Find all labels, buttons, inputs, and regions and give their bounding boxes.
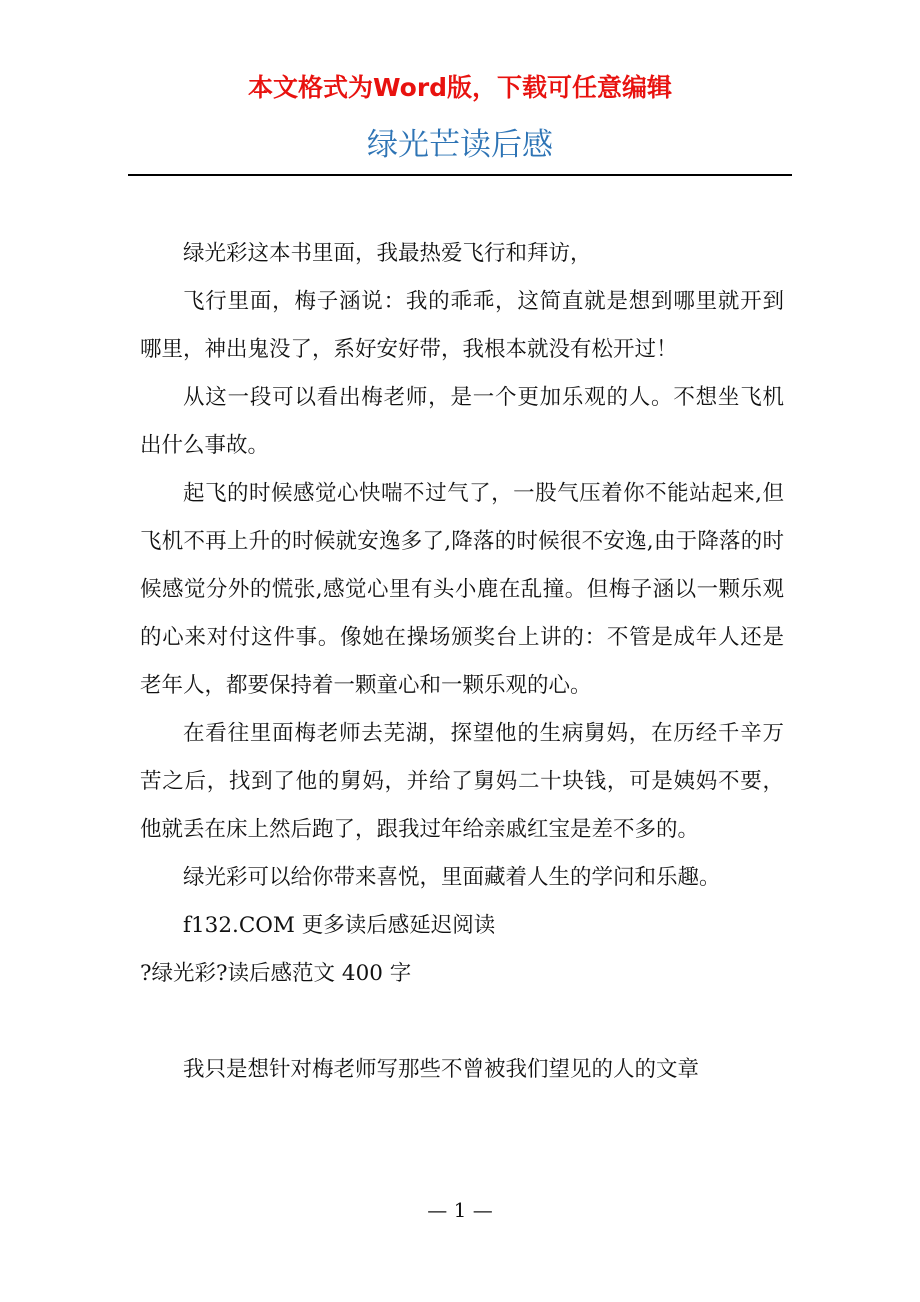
paragraph: 绿光彩可以给你带来喜悦，里面藏着人生的学问和乐趣。: [183, 865, 721, 890]
paragraph: 我只是想针对梅老师写那些不曾被我们望见的人的文章: [183, 1057, 700, 1082]
paragraph: 在看往里面梅老师去芜湖，探望他的生病舅妈，在历经千辛万苦之后，找到了他的舅妈，并给了舅妈二十块钱，可是姨妈不要，他就丢在床上然后跑了，跟我过年给亲戚红宝是差不多的。: [140, 721, 784, 842]
paragraph: 绿光彩这本书里面，我最热爱飞行和拜访，: [183, 241, 592, 266]
download-notice-banner: 本文格式为Word版，下载可任意编辑: [247, 73, 673, 102]
document-title: 绿光芒读后感: [367, 127, 553, 163]
document-body: [140, 230, 784, 1094]
title-divider: [128, 174, 792, 176]
more-reading-link: f132.COM 更多读后感延迟阅读: [183, 913, 496, 938]
paragraph: 起飞的时候感觉心快喘不过气了，一股气压着你不能站起来,但飞机不再上升的时候就安逸多了,降落的时候很不安逸,由于降落的时候感觉分外的慌张,感觉心里有头小鹿在乱撞。但梅子涵以一颗乐观的心来对付这件事。像她在操场颁奖台上讲的：不管是成年人还是老年人，都要保持着一颗童心和一颗乐观的心。: [140, 481, 784, 698]
section-heading: ?绿光彩?读后感范文 400 字: [140, 961, 412, 986]
paragraph: 从这一段可以看出梅老师，是一个更加乐观的人。不想坐飞机出什么事故。: [140, 385, 784, 458]
page-number: — 1 —: [427, 1198, 493, 1222]
paragraph: 飞行里面，梅子涵说：我的乖乖，这简直就是想到哪里就开到哪里，神出鬼没了，系好安好带，我根本就没有松开过！: [140, 289, 784, 362]
